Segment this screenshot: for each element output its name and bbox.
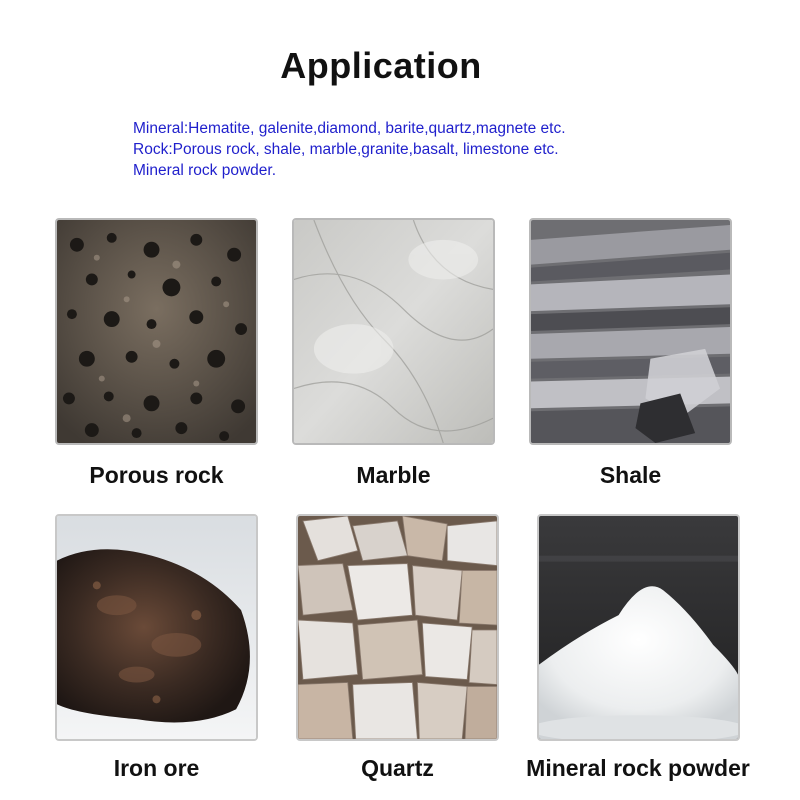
tile-label-quartz: Quartz: [361, 755, 434, 781]
quartz-photo: [296, 514, 499, 741]
iron-ore-photo: [55, 514, 258, 741]
application-description: [133, 118, 566, 181]
page-title: Application: [280, 45, 482, 86]
tile-label-mineral-rock-powder: Mineral rock powder: [526, 755, 750, 781]
tile-label-porous-rock: Porous rock: [89, 462, 224, 488]
mineral-powder-photo: [537, 514, 740, 741]
description-line-powder: Mineral rock powder.: [133, 162, 277, 179]
porous-rock-photo: [55, 218, 258, 445]
tile-label-shale: Shale: [599, 462, 662, 488]
description-line-mineral: Mineral:Hematite, galenite,diamond, barite,quartz,magnete etc.: [133, 120, 566, 137]
shale-photo: [529, 218, 732, 445]
marble-photo: [292, 218, 495, 445]
tile-label-iron-ore: Iron ore: [113, 755, 200, 781]
description-line-rock: Rock:Porous rock, shale, marble,granite,basalt, limestone etc.: [133, 141, 559, 158]
tile-label-marble: Marble: [356, 462, 431, 488]
